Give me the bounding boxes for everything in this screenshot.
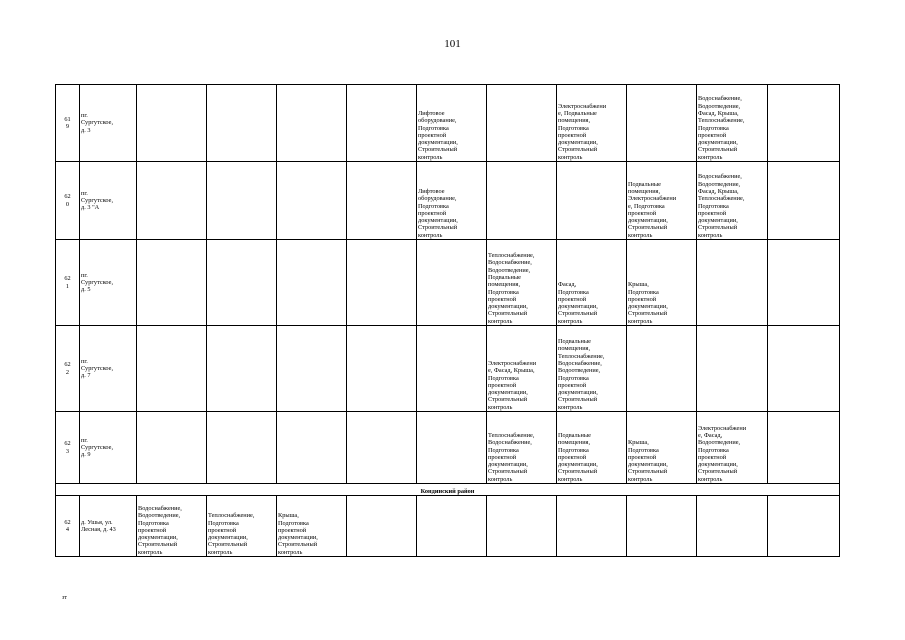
work-cell: Теплоснабжение, Подготовка проектной документации, Строительный контроль xyxy=(207,496,277,557)
work-cell xyxy=(207,85,277,162)
work-cell xyxy=(207,326,277,412)
work-cell: Водоснабжение, Водоотведение, Подготовка проектной документации, Строительный контроль xyxy=(137,496,207,557)
row-address: пг. Сургутское, д. 5 xyxy=(80,240,137,326)
district-heading: Кондинский район xyxy=(56,484,840,496)
work-cell: Теплоснабжение, Водоснабжение, Подготовка проектной документации, Строительный контроль xyxy=(487,412,557,484)
row-number: 62 1 xyxy=(56,240,80,326)
work-cell xyxy=(697,496,768,557)
work-cell: Подвальные помещения, Подготовка проектной документации, Строительный контроль xyxy=(557,412,627,484)
row-number: 62 0 xyxy=(56,162,80,240)
work-cell xyxy=(557,162,627,240)
work-cell xyxy=(137,162,207,240)
work-cell: Фасад, Подготовка проектной документации, Строительный контроль xyxy=(557,240,627,326)
work-cell xyxy=(207,240,277,326)
page-number: 101 xyxy=(444,38,461,50)
work-cell xyxy=(277,326,347,412)
row-number: 61 9 xyxy=(56,85,80,162)
work-cell: Электроснабжени е, Подвальные помещения, Подготовка проектной документации, Строительный контроль xyxy=(557,85,627,162)
work-cell xyxy=(487,496,557,557)
work-cell xyxy=(277,412,347,484)
work-cell: Крыша, Подготовка проектной документации, Строительный контроль xyxy=(277,496,347,557)
work-cell xyxy=(627,496,697,557)
table-row xyxy=(56,85,840,162)
work-cell xyxy=(487,85,557,162)
row-address: пг. Сургутское, д. 3 xyxy=(80,85,137,162)
work-cell xyxy=(137,412,207,484)
row-number: 62 2 xyxy=(56,326,80,412)
work-cell xyxy=(347,412,417,484)
work-cell xyxy=(768,240,840,326)
work-cell: Электроснабжени е, Фасад, Водоотведение, Подготовка проектной документации, Строительный контроль xyxy=(697,412,768,484)
work-cell: Теплоснабжение, Водоснабжение, Водоотведение, Подвальные помещения, Подготовка проектной документации, Строительный контроль xyxy=(487,240,557,326)
work-cell xyxy=(417,326,487,412)
work-cell xyxy=(137,85,207,162)
capital-repair-table xyxy=(55,84,840,557)
work-cell xyxy=(768,496,840,557)
work-cell xyxy=(347,85,417,162)
work-cell xyxy=(277,162,347,240)
work-cell xyxy=(207,412,277,484)
work-cell xyxy=(207,162,277,240)
row-number: 62 4 xyxy=(56,496,80,557)
work-cell xyxy=(137,240,207,326)
work-cell xyxy=(417,496,487,557)
work-cell: Электроснабжени е, Фасад, Крыша, Подготовка проектной документации, Строительный контроль xyxy=(487,326,557,412)
table-row xyxy=(56,240,840,326)
work-cell xyxy=(347,326,417,412)
work-cell: Крыша, Подготовка проектной документации, Строительный контроль xyxy=(627,412,697,484)
work-cell xyxy=(697,240,768,326)
work-cell xyxy=(768,412,840,484)
work-cell xyxy=(697,326,768,412)
work-cell: Лифтовое оборудование, Подготовка проектной документации, Строительный контроль xyxy=(417,162,487,240)
footer-mark: зт xyxy=(62,595,67,601)
work-cell: Подвальные помещения, Теплоснабжение, Водоснабжение, Водоотведение, Подготовка проектной документации, Строительный контроль xyxy=(557,326,627,412)
row-address: пг. Сургутское, д. 3 "А xyxy=(80,162,137,240)
work-cell xyxy=(627,326,697,412)
row-address: пг. Сургутское, д. 7 xyxy=(80,326,137,412)
work-cell xyxy=(347,240,417,326)
work-cell: Водоснабжение, Водоотведение, Фасад, Крыша, Теплоснабжение, Подготовка проектной документации, Строительный контроль xyxy=(697,85,768,162)
table-row xyxy=(56,162,840,240)
work-cell xyxy=(417,412,487,484)
work-cell xyxy=(347,162,417,240)
work-cell xyxy=(768,85,840,162)
work-cell xyxy=(347,496,417,557)
work-cell: Подвальные помещения, Электроснабжени е, Подготовка проектной документации, Строительный контроль xyxy=(627,162,697,240)
work-cell: Крыша, Подготовка проектной документации, Строительный контроль xyxy=(627,240,697,326)
row-address: пг. Сургутское, д. 9 xyxy=(80,412,137,484)
work-cell xyxy=(417,240,487,326)
work-cell: Водоснабжение, Водоотведение, Фасад, Крыша, Теплоснабжение, Подготовка проектной документации, Строительный контроль xyxy=(697,162,768,240)
work-cell xyxy=(627,85,697,162)
work-cell: Лифтовое оборудование, Подготовка проектной документации, Строительный контроль xyxy=(417,85,487,162)
work-cell xyxy=(277,85,347,162)
table-row xyxy=(56,496,840,557)
row-address: д. Ушья, ул. Лесная, д. 43 xyxy=(80,496,137,557)
work-cell xyxy=(557,496,627,557)
work-cell xyxy=(277,240,347,326)
work-cell xyxy=(768,326,840,412)
work-cell xyxy=(137,326,207,412)
district-heading-row xyxy=(56,484,840,496)
table-row xyxy=(56,326,840,412)
work-cell xyxy=(487,162,557,240)
work-cell xyxy=(768,162,840,240)
table-row xyxy=(56,412,840,484)
row-number: 62 3 xyxy=(56,412,80,484)
